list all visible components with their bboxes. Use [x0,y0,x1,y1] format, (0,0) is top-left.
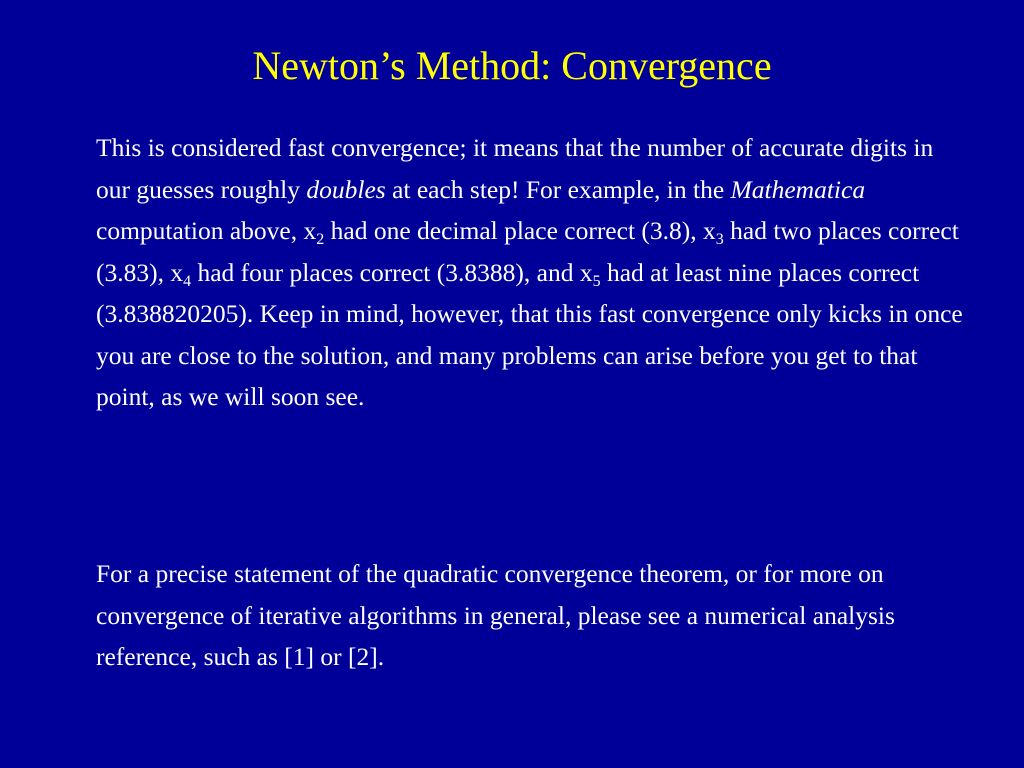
subscript-index: 2 [316,231,325,248]
body-paragraph-convergence [96,127,966,418]
paragraph-text: had four places correct (3.8388), and x [191,257,593,287]
subscript-index: 4 [183,272,192,290]
slide-title: Newton’s Method: Convergence [252,43,772,88]
subscript-index: 5 [592,272,601,290]
paragraph-text: had one decimal place correct (3.8), x [324,216,716,245]
emphasis-mathematica: Mathematica [730,174,866,204]
body-paragraph-references: For a precise statement of the quadratic convergence theorem, or for more on convergence of iterative algorithms in general, please see a numerical analysis reference, such as [1] or [2]. [96,559,895,671]
emphasis-doubles: doubles [306,174,386,204]
paragraph-text: computation above, x [96,216,317,245]
subscript-index: 3 [715,231,724,248]
paragraph-text: at each step! For example, in the [385,174,731,204]
paragraph-text: This is considered fast convergence; it means that the number of accurate digits in our guesses roughly [96,133,934,204]
paragraph-text: had two places correct (3.83), x [96,216,959,287]
paragraph-text: had at least nine places correct (3.838820205). Keep in mind, however, that this fast convergence only kicks in once you are close to the solution, and many problems can arise before you get to that point, as we will soon see. [96,257,963,411]
